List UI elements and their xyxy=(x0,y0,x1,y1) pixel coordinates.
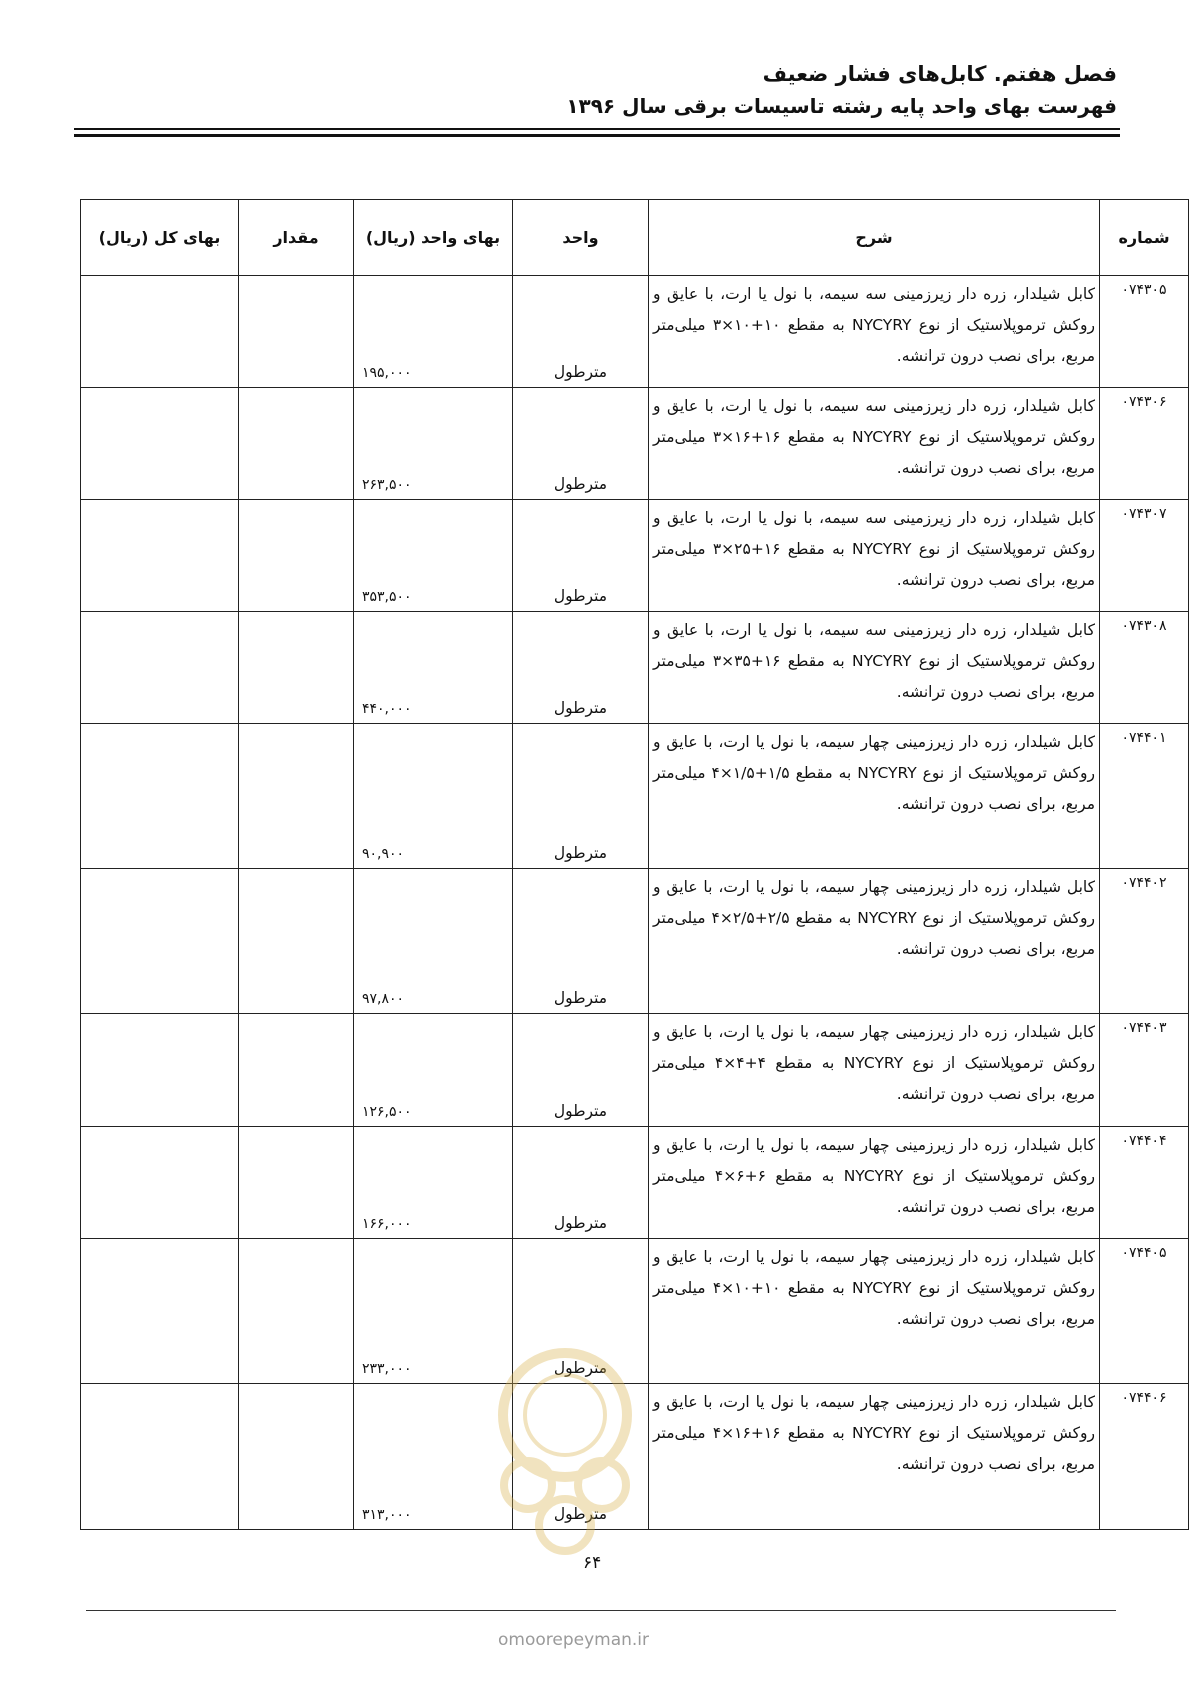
row-number: ۰۷۴۴۰۱ xyxy=(1100,724,1189,869)
row-unit: مترطول xyxy=(513,388,649,500)
page-header xyxy=(566,58,1117,122)
row-unit: مترطول xyxy=(513,1239,649,1384)
row-number: ۰۷۴۴۰۵ xyxy=(1100,1239,1189,1384)
row-unit-price: ۳۵۳,۵۰۰ xyxy=(354,500,513,612)
row-number: ۰۷۴۴۰۴ xyxy=(1100,1127,1189,1239)
row-unit-price: ۲۳۳,۰۰۰ xyxy=(354,1239,513,1384)
row-total-price xyxy=(81,612,239,724)
row-quantity xyxy=(239,1014,354,1127)
row-unit: مترطول xyxy=(513,276,649,388)
row-unit-price: ۱۶۶,۰۰۰ xyxy=(354,1127,513,1239)
row-total-price xyxy=(81,869,239,1014)
watermark-text: omoorepeyman.ir xyxy=(498,1630,650,1650)
row-quantity xyxy=(239,1127,354,1239)
row-unit: مترطول xyxy=(513,869,649,1014)
table-row xyxy=(81,1127,1189,1239)
row-description: کابل شیلدار، زره دار زیرزمینی سه سیمه، با نول یا ارت، با عایق و روکش ترموپلاستیک از نوع NYCYRY به مقطع ۱۶+۳۵×۳ میلی‌متر مربع، برای نصب درون ترانشه. xyxy=(649,612,1100,724)
row-total-price xyxy=(81,276,239,388)
row-total-price xyxy=(81,388,239,500)
row-unit-price: ۹۷,۸۰۰ xyxy=(354,869,513,1014)
column-header-number: شماره xyxy=(1100,200,1189,276)
row-unit: مترطول xyxy=(513,612,649,724)
row-quantity xyxy=(239,1384,354,1530)
row-quantity xyxy=(239,869,354,1014)
table-row xyxy=(81,388,1189,500)
table-row xyxy=(81,724,1189,869)
watermark-seal xyxy=(480,1335,650,1565)
row-quantity xyxy=(239,500,354,612)
row-unit: مترطول xyxy=(513,1384,649,1530)
row-number: ۰۷۴۳۰۶ xyxy=(1100,388,1189,500)
row-total-price xyxy=(81,1127,239,1239)
column-header-description: شرح xyxy=(649,200,1100,276)
row-number: ۰۷۴۳۰۵ xyxy=(1100,276,1189,388)
column-header-unit: واحد xyxy=(513,200,649,276)
row-description: کابل شیلدار، زره دار زیرزمینی چهار سیمه، با نول یا ارت، با عایق و روکش ترموپلاستیک از نوع NYCYRY به مقطع ۱۶+۱۶×۴ میلی‌متر مربع، برای نصب درون ترانشه. xyxy=(649,1384,1100,1530)
row-description: کابل شیلدار، زره دار زیرزمینی سه سیمه، با نول یا ارت، با عایق و روکش ترموپلاستیک از نوع NYCYRY به مقطع ۱۰+۱۰×۳ میلی‌متر مربع، برای نصب درون ترانشه. xyxy=(649,276,1100,388)
row-total-price xyxy=(81,500,239,612)
row-quantity xyxy=(239,612,354,724)
price-table xyxy=(80,199,1189,1530)
row-number: ۰۷۴۴۰۶ xyxy=(1100,1384,1189,1530)
row-number: ۰۷۴۴۰۳ xyxy=(1100,1014,1189,1127)
header-rule-thick xyxy=(74,134,1120,137)
row-unit: مترطول xyxy=(513,1014,649,1127)
row-description: کابل شیلدار، زره دار زیرزمینی سه سیمه، با نول یا ارت، با عایق و روکش ترموپلاستیک از نوع NYCYRY به مقطع ۱۶+۱۶×۳ میلی‌متر مربع، برای نصب درون ترانشه. xyxy=(649,388,1100,500)
row-description: کابل شیلدار، زره دار زیرزمینی چهار سیمه، با نول یا ارت، با عایق و روکش ترموپلاستیک از نوع NYCYRY به مقطع ۲/۵+۲/۵×۴ میلی‌متر مربع، برای نصب درون ترانشه. xyxy=(649,869,1100,1014)
page-number: ۶۴ xyxy=(583,1553,602,1573)
row-quantity xyxy=(239,724,354,869)
row-quantity xyxy=(239,388,354,500)
row-number: ۰۷۴۴۰۲ xyxy=(1100,869,1189,1014)
row-description: کابل شیلدار، زره دار زیرزمینی سه سیمه، با نول یا ارت، با عایق و روکش ترموپلاستیک از نوع NYCYRY به مقطع ۱۶+۲۵×۳ میلی‌متر مربع، برای نصب درون ترانشه. xyxy=(649,500,1100,612)
row-number: ۰۷۴۳۰۸ xyxy=(1100,612,1189,724)
document-title: فهرست بهای واحد پایه رشته تاسیسات برقی سال ۱۳۹۶ xyxy=(566,94,1117,118)
row-unit: مترطول xyxy=(513,500,649,612)
row-unit-price: ۱۲۶,۵۰۰ xyxy=(354,1014,513,1127)
column-header-quantity: مقدار xyxy=(239,200,354,276)
table-row xyxy=(81,1014,1189,1127)
row-description: کابل شیلدار، زره دار زیرزمینی چهار سیمه، با نول یا ارت، با عایق و روکش ترموپلاستیک از نوع NYCYRY به مقطع ۶+۶×۴ میلی‌متر مربع، برای نصب درون ترانشه. xyxy=(649,1127,1100,1239)
row-total-price xyxy=(81,1384,239,1530)
row-unit: مترطول xyxy=(513,1127,649,1239)
row-description: کابل شیلدار، زره دار زیرزمینی چهار سیمه، با نول یا ارت، با عایق و روکش ترموپلاستیک از نوع NYCYRY به مقطع ۴+۴×۴ میلی‌متر مربع، برای نصب درون ترانشه. xyxy=(649,1014,1100,1127)
table-row xyxy=(81,276,1189,388)
row-description: کابل شیلدار، زره دار زیرزمینی چهار سیمه، با نول یا ارت، با عایق و روکش ترموپلاستیک از نوع NYCYRY به مقطع ۱۰+۱۰×۴ میلی‌متر مربع، برای نصب درون ترانشه. xyxy=(649,1239,1100,1384)
row-number: ۰۷۴۳۰۷ xyxy=(1100,500,1189,612)
row-description: کابل شیلدار، زره دار زیرزمینی چهار سیمه، با نول یا ارت، با عایق و روکش ترموپلاستیک از نوع NYCYRY به مقطع ۱/۵+۱/۵×۴ میلی‌متر مربع، برای نصب درون ترانشه. xyxy=(649,724,1100,869)
header-rule-thin xyxy=(74,128,1120,130)
row-unit-price: ۹۰,۹۰۰ xyxy=(354,724,513,869)
column-header-total-price: بهای کل (ریال) xyxy=(81,200,239,276)
row-quantity xyxy=(239,276,354,388)
table-row xyxy=(81,869,1189,1014)
row-unit-price: ۲۶۳,۵۰۰ xyxy=(354,388,513,500)
row-total-price xyxy=(81,1239,239,1384)
table-row xyxy=(81,500,1189,612)
row-unit: مترطول xyxy=(513,724,649,869)
column-header-unit-price: بهای واحد (ریال) xyxy=(354,200,513,276)
table-header-row xyxy=(81,200,1189,276)
footer-rule xyxy=(86,1610,1116,1611)
row-total-price xyxy=(81,724,239,869)
row-unit-price: ۳۱۳,۰۰۰ xyxy=(354,1384,513,1530)
row-unit-price: ۱۹۵,۰۰۰ xyxy=(354,276,513,388)
table-row xyxy=(81,612,1189,724)
row-quantity xyxy=(239,1239,354,1384)
row-total-price xyxy=(81,1014,239,1127)
chapter-title: فصل هفتم. کابل‌های فشار ضعیف xyxy=(762,62,1117,86)
row-unit-price: ۴۴۰,۰۰۰ xyxy=(354,612,513,724)
